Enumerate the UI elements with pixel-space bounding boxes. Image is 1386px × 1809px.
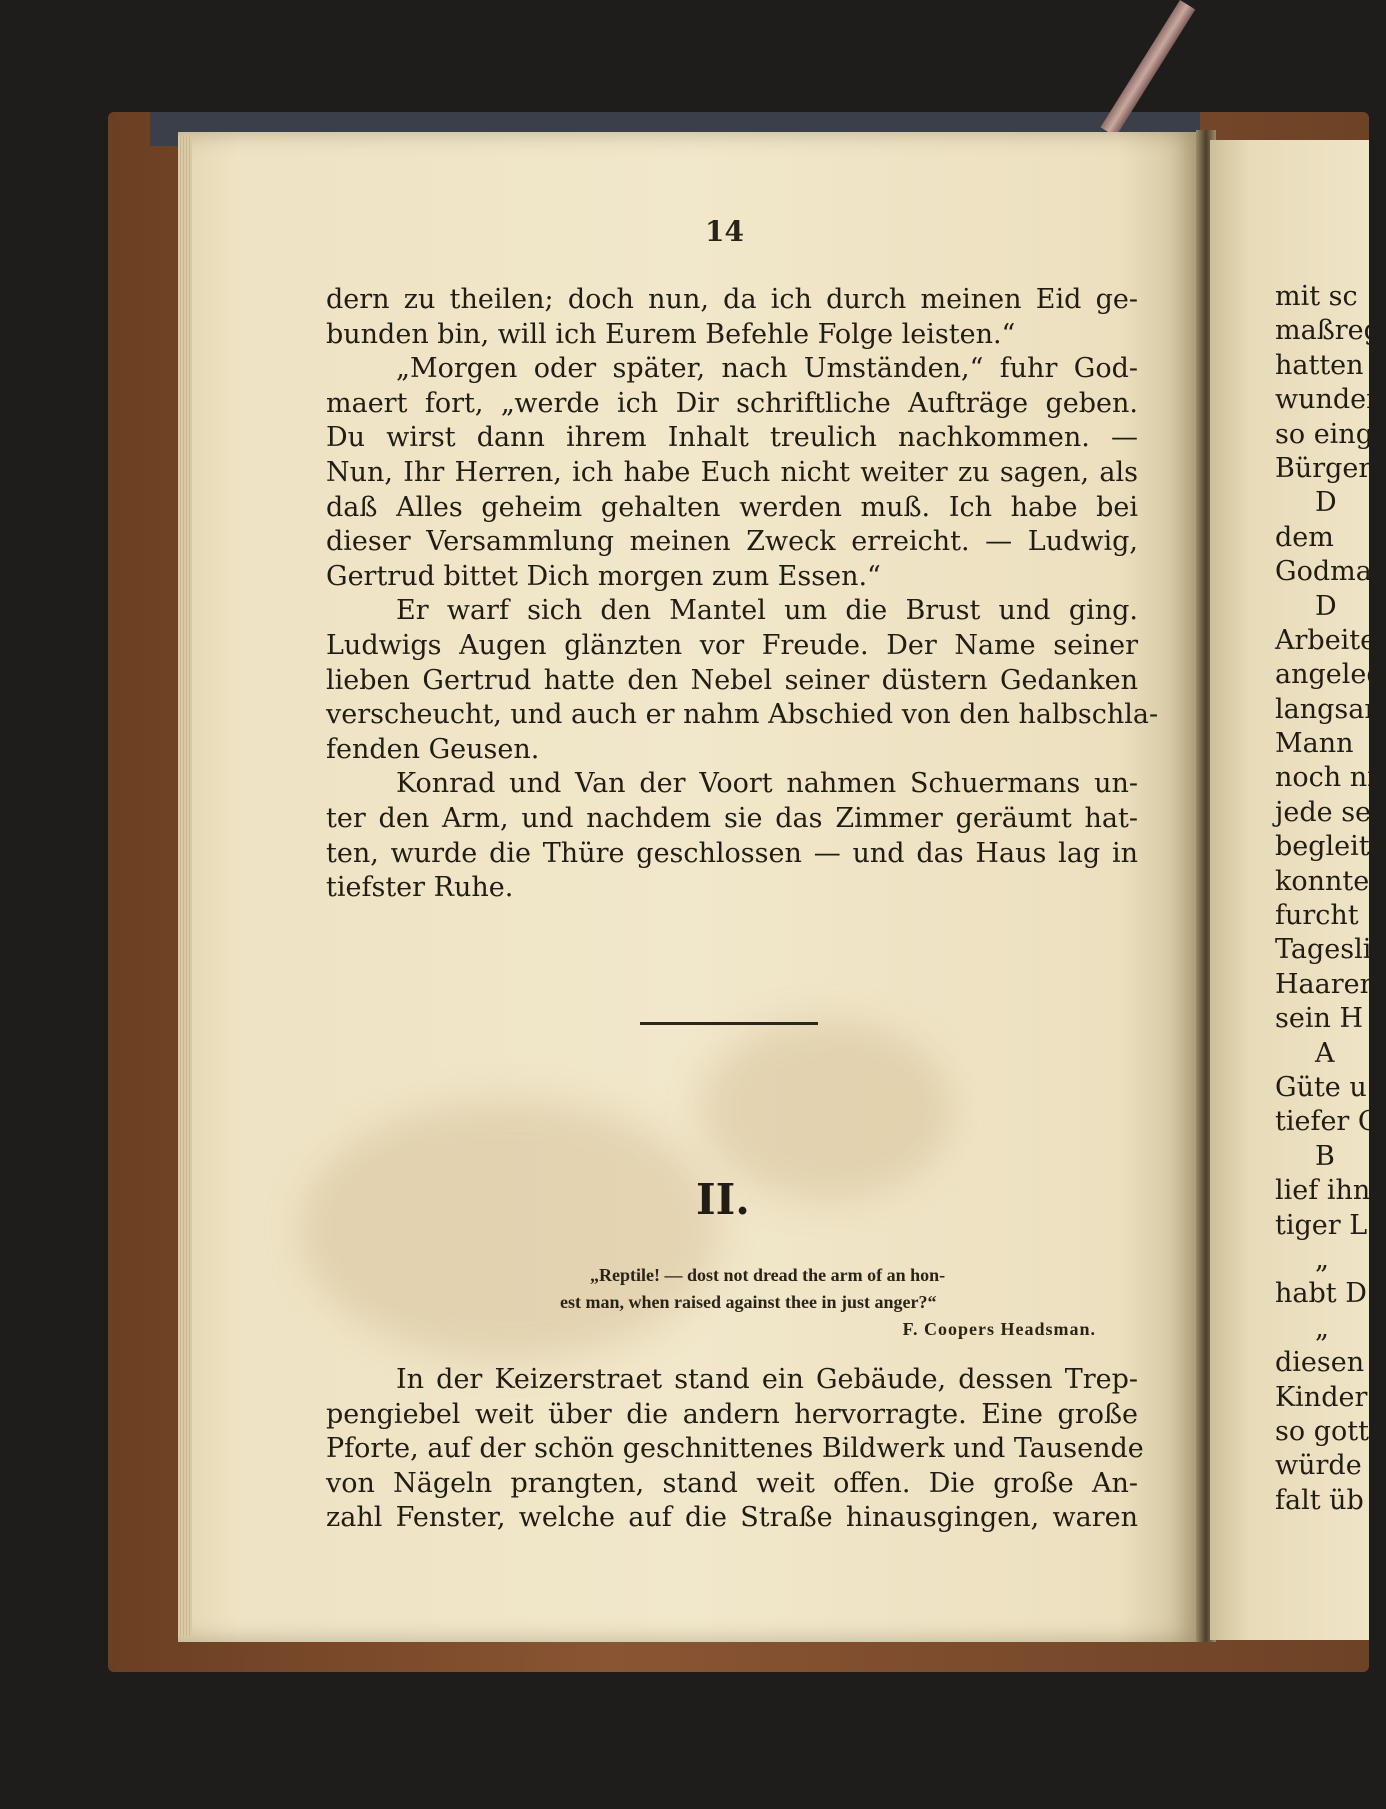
right-page-line: habt D (1275, 1278, 1367, 1310)
text-line: Gertrud bittet Dich morgen zum Essen.“ (326, 560, 881, 592)
epigraph-line: „Reptile! — dost not dread the arm of an hon- (590, 1265, 946, 1285)
right-page-line: wunder (1275, 384, 1380, 416)
text-line: von Nägeln prangten, stand weit offen. Die große An- (326, 1467, 1138, 1499)
right-page-line: hatten (1275, 349, 1364, 381)
right-page-line: tiger L (1275, 1209, 1368, 1241)
page-number: 14 (705, 215, 744, 248)
right-page-line: falt üb (1275, 1484, 1364, 1516)
right-page-line: furcht (1275, 900, 1359, 932)
text-line: ter den Arm, und nachdem sie das Zimmer geräumt hat- (326, 802, 1138, 834)
right-page-line: Mann (1275, 728, 1354, 760)
text-line: bunden bin, will ich Eurem Befehle Folge leisten.“ (326, 318, 1016, 350)
right-page-line: Bürger (1275, 452, 1372, 484)
right-page-line: Tagesli (1275, 934, 1372, 966)
right-page-line: langsar (1275, 693, 1378, 725)
text-line: daß Alles geheim gehalten werden muß. Ich habe bei (326, 491, 1138, 523)
right-page-line: jede se (1275, 796, 1372, 828)
right-page-line: „ (1315, 1312, 1329, 1344)
page-edges (178, 136, 192, 1636)
text-line: Du wirst dann ihrem Inhalt treulich nachkommen. — (326, 422, 1138, 454)
text-line: lieben Gertrud hatte den Nebel seiner düstern Gedanken (326, 664, 1138, 696)
text-line: fenden Geusen. (326, 733, 540, 765)
text-line: Nun, Ihr Herren, ich habe Euch nicht weiter zu sagen, als (326, 456, 1138, 488)
right-page-line: würde (1275, 1450, 1362, 1482)
text-line: dern zu theilen; doch nun, da ich durch meinen Eid ge- (326, 284, 1138, 315)
body-text-top (326, 283, 1159, 906)
text-line: Pforte, auf der schön geschnittenes Bildwerk und Tausende (326, 1433, 1144, 1465)
right-page-line: Haaren (1275, 968, 1378, 1000)
text-line: tiefster Ruhe. (326, 872, 514, 904)
right-page-line: dem (1275, 521, 1334, 553)
text-line: Konrad und Van der Voort nahmen Schuermans un- (396, 768, 1138, 800)
right-page-line: Güte u (1275, 1071, 1367, 1103)
right-page-line: so eing (1275, 418, 1373, 450)
right-page-line: maßreg (1275, 315, 1381, 347)
epigraph-line: est man, when raised against thee in just anger?“ (560, 1292, 937, 1312)
epigraph-attribution: F. Coopers Headsman. (902, 1319, 1096, 1339)
right-page-line: Arbeite (1275, 624, 1377, 656)
right-page-line: sein H (1275, 1003, 1363, 1035)
text-line: ten, wurde die Thüre geschlossen — und das Haus lag in (326, 837, 1138, 869)
right-page-line: B (1315, 1140, 1335, 1172)
right-page-line: A (1315, 1037, 1335, 1069)
right-page-line: lief ihn (1275, 1175, 1371, 1207)
right-page-line: tiefer G (1275, 1106, 1380, 1138)
right-page-line: diesen (1275, 1347, 1365, 1379)
paper-stain (700, 1020, 950, 1200)
text-line: pengiebel weit über die andern hervorragte. Eine große (326, 1398, 1138, 1430)
text-line: Er warf sich den Mantel um die Brust und ging. (396, 595, 1138, 627)
body-text-bottom (326, 1363, 1144, 1536)
right-page-line: D (1315, 590, 1337, 622)
right-page-line: „ (1315, 1243, 1329, 1275)
text-line: Ludwigs Augen glänzten vor Freude. Der Name seiner (326, 629, 1138, 661)
right-page-line: noch ni (1275, 762, 1376, 794)
right-page-line: so gott (1275, 1415, 1369, 1447)
right-page-line: angeleg (1275, 659, 1384, 691)
right-page-line: konnte (1275, 865, 1370, 897)
right-page-text (1275, 280, 1386, 1518)
right-page-line: D (1315, 487, 1337, 519)
right-page-line: mit sc (1275, 281, 1358, 312)
text-line: maert fort, „werde ich Dir schriftliche Aufträge geben. (326, 387, 1138, 419)
epigraph (560, 1262, 1136, 1343)
section-divider (640, 1022, 818, 1025)
right-page-line: Kinder (1275, 1381, 1368, 1413)
text-line: In der Keizerstraet stand ein Gebäude, dessen Trep- (396, 1364, 1138, 1395)
right-page-line: Godma (1275, 556, 1372, 588)
text-line: dieser Versammlung meinen Zweck erreicht. — Ludwig, (326, 526, 1138, 558)
text-line: „Morgen oder später, nach Umständen,“ fuhr God- (396, 353, 1138, 385)
chapter-heading: II. (696, 1175, 750, 1224)
text-line: verscheucht, und auch er nahm Abschied von den halbschla- (326, 699, 1159, 731)
right-page-line: begleite (1275, 831, 1386, 863)
text-line: zahl Fenster, welche auf die Straße hinausgingen, waren (326, 1502, 1138, 1534)
